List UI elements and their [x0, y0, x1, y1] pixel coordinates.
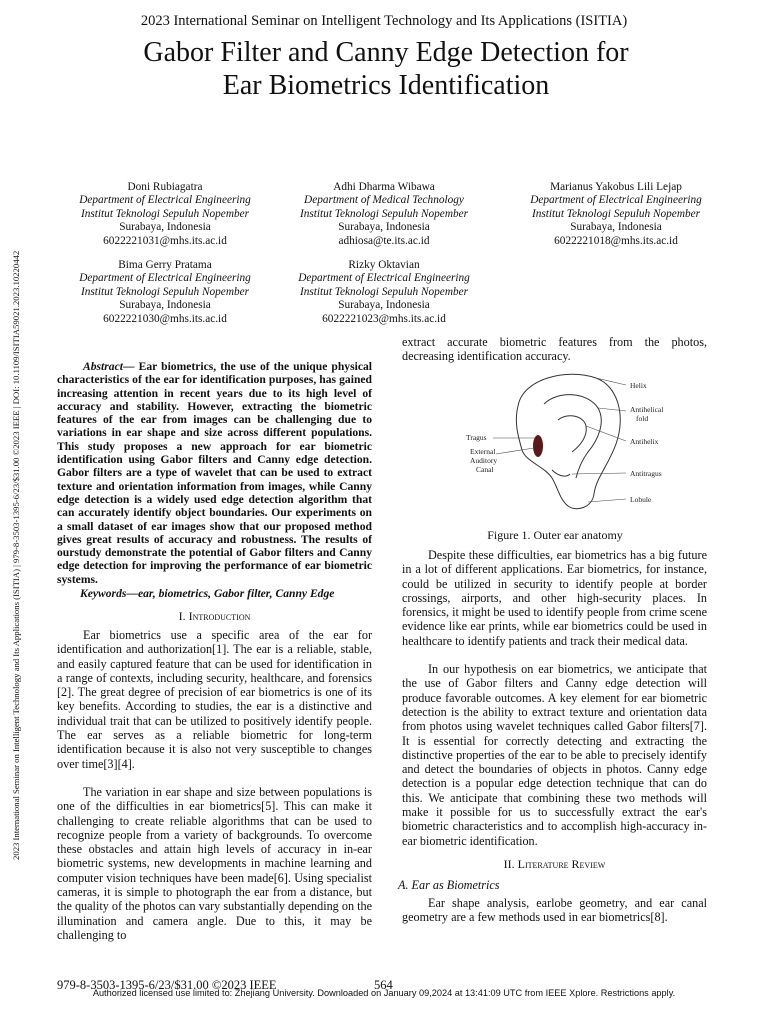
antitragus-curve — [552, 470, 570, 476]
section-heading-literature-review: II. Literature Review — [503, 857, 606, 871]
side-citation: 2023 International Seminar on Intelligent Technology and Its Applications (ISITIA) | 979-8-3503-1395-6/23/$31.00 ©2023 IEEE | DOI: 10.1109/ISITIA59021.2023.10220442 — [11, 250, 21, 860]
label-canal-1: External — [470, 447, 496, 456]
inner-fold — [558, 416, 586, 452]
label-lobule: Lobule — [630, 495, 652, 504]
paragraph: Ear biometrics use a specific area of the ear for identification and authorization[1]. The ear is a reliable, stable, and easily captured feature that can be used for identification in a range of contexts, including security, healthcare, and forensics [2]. The great degree of precision of ear biometrics is one of its key benefits. According to studies, the ear is a distinctive and individual trait that can be utilized to positively identify people. The ear serves as a reliable biometric for long-term identification because it is also not very susceptible to changes over time[3][4]. — [57, 628, 372, 771]
author-email: 6022221023@mhs.its.ac.id — [322, 312, 446, 325]
author-city: Surabaya, Indonesia — [119, 221, 211, 234]
author-2 — [264, 181, 504, 248]
author-3 — [496, 181, 736, 248]
author-name: Doni Rubiagatra — [127, 181, 203, 193]
paragraph: extract accurate biometric features from the photos, decreasing identification accuracy. — [402, 335, 707, 364]
paper-title — [40, 36, 732, 102]
author-inst: Institut Teknologi Sepuluh Nopember — [531, 207, 701, 220]
label-canal-3: Canal — [476, 465, 494, 474]
keywords-text: ear, biometrics, Gabor filter, Canny Edge — [137, 587, 335, 600]
paragraph: Ear shape analysis, earlobe geometry, and ear canal geometry are a few methods used in ear biometrics[8]. — [402, 896, 707, 925]
abstract — [57, 360, 372, 586]
right-body — [402, 548, 707, 848]
keywords-label: Keywords— — [80, 587, 138, 600]
label-tragus: Tragus — [466, 433, 487, 442]
figure-caption: Figure 1. Outer ear anatomy — [487, 528, 623, 542]
author-inst: Institut Teknologi Sepuluh Nopember — [80, 207, 250, 220]
paragraph: In our hypothesis on ear biometrics, we anticipate that the use of Gabor filters and Canny edge detection will produce favorable outcomes. A key element for ear biometric detection is the ability to extract texture and orientation data from photos using wavelet techniques called Gabor filters[7]. It is essential for correctly detecting and extracting the distinctive properties of the ear to be able to precisely identify and detect the boundaries of objects in photos. Canny edge detection is a popular edge detection technique that can do this. We anticipate that combining these two methods will make it possible for us to successfully extract the ear's biometric characteristics and to accomplish high-accuracy in-ear biometric identification. — [402, 662, 707, 848]
author-dept: Department of Electrical Engineering — [79, 272, 251, 285]
author-name: Marianus Yakobus Lili Lejap — [550, 181, 682, 193]
author-inst: Institut Teknologi Sepuluh Nopember — [299, 207, 469, 220]
subsection-heading: A. Ear as Biometrics — [398, 878, 500, 892]
label-antihelix: Antihelix — [630, 437, 659, 446]
paragraph-continued — [402, 335, 707, 364]
author-email: adhiosa@te.its.ac.id — [338, 234, 430, 247]
abstract-text: Ear biometrics, the use of the unique physical characteristics of the ear for identification purposes, has gained increasing attention in recent years due to its high level of accuracy and stability. However, extracting the biometric features of the ear from images can be challenging due to variations in ear shape and size across different populations. This study proposes a new approach for ear biometric identification using Gabor filters and Canny edge detection. Gabor filters are a type of wavelet that can be used to extract texture and orientation information from images, while Canny edge detection is a widely used edge detection algorithm that can accurately identify object boundaries. Our experiments on a small dataset of ear images show that our proposed method gives great results of accuracy and robustness. The results of ourstudy demonstrate the potential of Gabor filters and Canny edge detection for improving the performance of ear biometric systems. — [57, 360, 372, 586]
title-line-2: Ear Biometrics Identification — [222, 70, 550, 101]
label-helix: Helix — [630, 381, 647, 390]
ear-anatomy-figure — [448, 366, 680, 516]
label-canal-2: Auditory — [470, 456, 498, 465]
license-notice: Authorized licensed use limited to: Zhejiang University. Downloaded on January 09,2024 at 13:41:09 UTC from IEEE Xplore. Restrictions apply. — [92, 988, 676, 998]
title-line-1: Gabor Filter and Canny Edge Detection for — [143, 37, 629, 68]
introduction-body — [57, 628, 372, 942]
paragraph: Despite these difficulties, ear biometrics has a big future in a lot of different applications. Ear biometrics, for instance, could be utilized in security to identify people at border crossings, airports, and other high-security places. In forensics, it might be used to identify people from crime scene evidence like ear prints, while ear biometrics could be used in healthcare to identify patients and track their medical data. — [402, 548, 707, 648]
author-city: Surabaya, Indonesia — [338, 299, 430, 312]
footer-isbn: 979-8-3503-1395-6/23/$31.00 ©2023 IEEE — [57, 978, 277, 992]
label-antihelical-fold: Antihelical — [630, 405, 664, 414]
author-5 — [264, 259, 504, 326]
page-number: 564 — [374, 978, 393, 992]
author-inst: Institut Teknologi Sepuluh Nopember — [299, 285, 469, 298]
author-name: Adhi Dharma Wibawa — [333, 181, 435, 193]
author-dept: Department of Electrical Engineering — [79, 194, 251, 207]
conference-header: 2023 International Seminar on Intelligent Technology and Its Applications (ISITIA) — [140, 13, 628, 29]
author-dept: Department of Medical Technology — [304, 194, 464, 207]
author-email: 6022221030@mhs.its.ac.id — [103, 312, 227, 325]
label-antihelical-fold-2: fold — [636, 414, 649, 423]
keywords — [80, 587, 334, 600]
author-email: 6022221018@mhs.its.ac.id — [554, 234, 678, 247]
author-name: Rizky Oktavian — [348, 259, 420, 271]
author-city: Surabaya, Indonesia — [338, 221, 430, 234]
abstract-label: Abstract— — [83, 360, 135, 373]
author-dept: Department of Electrical Engineering — [298, 272, 470, 285]
label-antitragus: Antitragus — [630, 469, 662, 478]
author-4 — [45, 259, 285, 326]
literature-body — [402, 896, 707, 925]
author-dept: Department of Electrical Engineering — [530, 194, 702, 207]
author-inst: Institut Teknologi Sepuluh Nopember — [80, 285, 250, 298]
paragraph: The variation in ear shape and size between populations is one of the difficulties in ear biometrics[5]. This can make it challenging to create reliable algorithms that can be used to recognize people from a variety of backgrounds. To overcome these obstacles and attain high levels of accuracy in in-ear biometric systems, new developments in machine learning and computer vision techniques have been made[6]. Using specialist cameras, it is simple to photograph the ear from a distance, but the quality of the photos can vary substantially depending on the illumination and camera angle. Due to this, it may be challenging to — [57, 784, 372, 942]
author-city: Surabaya, Indonesia — [570, 221, 662, 234]
author-1 — [45, 181, 285, 248]
antihelix-curve — [544, 395, 601, 478]
author-city: Surabaya, Indonesia — [119, 299, 211, 312]
section-heading-introduction: I. Introduction — [178, 609, 251, 623]
author-name: Bima Gerry Pratama — [118, 259, 212, 271]
author-email: 6022221031@mhs.its.ac.id — [103, 234, 227, 247]
